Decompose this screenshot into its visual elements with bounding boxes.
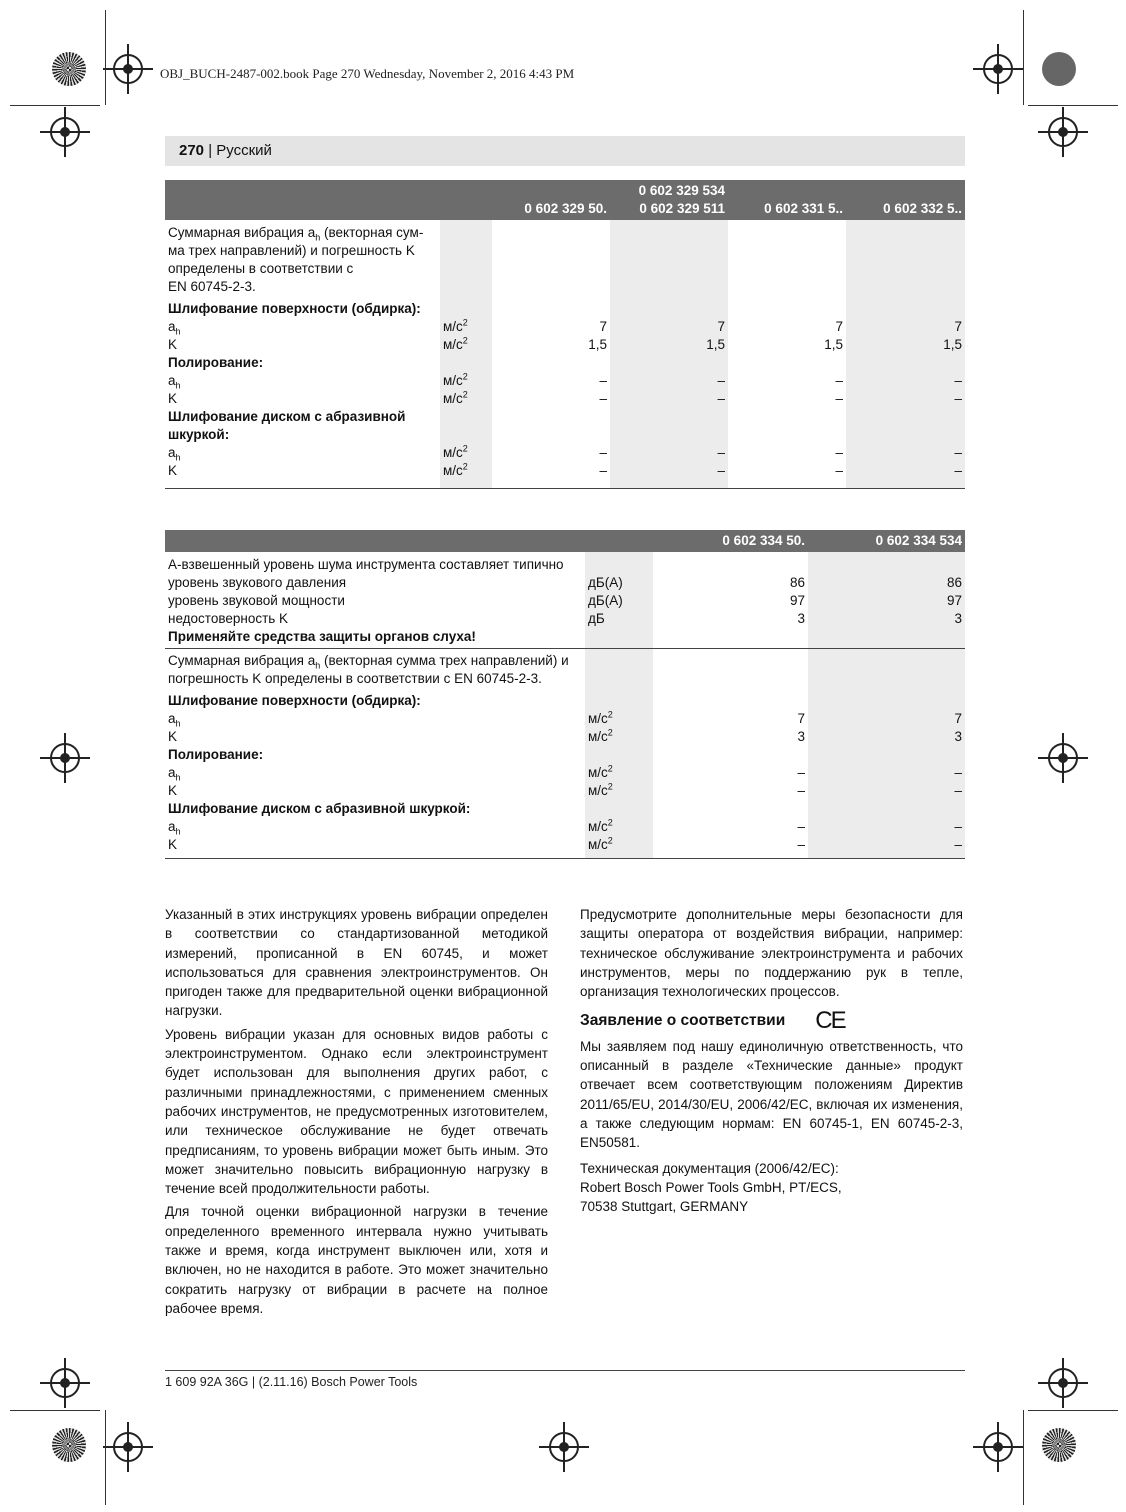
value-cell: 7	[808, 710, 965, 728]
unit-cell: $м/с^2$	[585, 764, 653, 782]
table-row	[165, 818, 965, 836]
value-cell: 3	[797, 729, 805, 744]
section-title: Полирование:	[168, 355, 264, 370]
table-row	[165, 628, 965, 649]
color-bar-icon	[52, 52, 86, 86]
table-row	[165, 318, 965, 336]
row-label: K	[168, 837, 178, 852]
column-header: 0 602 329 50.	[492, 180, 610, 220]
registration-mark-icon	[1048, 117, 1078, 147]
table-row	[165, 300, 965, 318]
row-label: $a_h$	[168, 445, 181, 463]
section-title: Шлифование поверхности (обдирка):	[168, 301, 421, 316]
unit-cell: $м/с^2$	[585, 728, 653, 746]
table-row	[165, 592, 965, 610]
row-label: K	[168, 729, 178, 744]
row-label: $a_h$	[168, 373, 181, 391]
registration-mark-icon	[50, 117, 80, 147]
value-cell: –	[610, 390, 728, 408]
left-text-column	[165, 905, 548, 1322]
value-cell: 3	[808, 728, 965, 746]
page-footer: 1 609 92A 36G | (2.11.16) Bosch Power Tools	[165, 1375, 418, 1389]
table-row	[165, 764, 965, 782]
header-language: Русский	[216, 142, 272, 159]
registration-mark-icon	[1048, 1368, 1078, 1398]
color-bar-icon	[1042, 52, 1076, 86]
registration-mark-icon	[983, 54, 1013, 84]
row-label: K	[168, 783, 178, 798]
table-header-row	[165, 180, 965, 220]
unit-cell: дБ(A)	[585, 592, 653, 610]
row-label: K	[168, 337, 178, 352]
value-cell: –	[835, 463, 843, 478]
value-cell: –	[835, 445, 843, 460]
value-cell: –	[599, 391, 607, 406]
value-cell: –	[797, 783, 805, 798]
value-cell: –	[846, 390, 965, 408]
unit-cell: $м/с^2$	[440, 336, 492, 354]
value-cell: 1,5	[588, 337, 607, 352]
unit-cell: $м/с^2$	[440, 444, 492, 462]
declaration-text: Мы заявляем под нашу единоличную ответственность, что описанный в разделе «Технические данные» продукт отвечает всем соответствующим положениям Директив 2011/65/EU, 2014/30/EU, 2006/42/EC, включая их изменения, а также следующим нормам: EN 60745-1, EN 60745-2-3, EN50581.	[580, 1038, 963, 1151]
value-cell: 1,5	[846, 336, 965, 354]
table-row	[165, 462, 965, 480]
value-cell: –	[797, 765, 805, 780]
value-cell: –	[808, 782, 965, 800]
color-bar-icon	[1042, 1428, 1076, 1462]
table-row	[165, 610, 965, 628]
value-cell: –	[610, 444, 728, 462]
header-separator: |	[208, 142, 213, 159]
unit-cell: дБ(A)	[585, 574, 653, 592]
row-label: $a_h$	[168, 319, 181, 337]
table-header-row	[165, 530, 965, 552]
section-title: Шлифование диском с абразивной шкуркой:	[168, 409, 406, 442]
table-row	[165, 480, 965, 488]
table-row	[165, 574, 965, 592]
registration-mark-icon	[50, 743, 80, 773]
value-cell: 97	[789, 593, 805, 608]
spec-table-2	[165, 530, 965, 859]
row-label: K	[168, 463, 178, 478]
value-cell: 86	[808, 574, 965, 592]
tech-doc: Техническая документация (2006/42/EC): Robert Bosch Power Tools GmbH, PT/ECS, 70538 Stuttgart, GERMANY	[580, 1160, 842, 1215]
value-cell: –	[846, 372, 965, 390]
value-cell: –	[599, 445, 607, 460]
table-row	[165, 444, 965, 462]
value-cell: –	[835, 391, 843, 406]
value-cell: –	[797, 819, 805, 834]
value-cell: –	[808, 836, 965, 854]
registration-mark-icon	[1048, 743, 1078, 773]
column-header: 0 602 334 534	[808, 530, 965, 552]
value-cell: 3	[808, 610, 965, 628]
column-header: 0 602 329 534 0 602 329 511	[610, 180, 728, 220]
unit-cell: дБ	[585, 610, 653, 628]
value-cell: 7	[846, 318, 965, 336]
noise-intro: А-взвешенный уровень шума инструмента составляет типично	[168, 557, 564, 572]
section-heading: Заявление о соответствии CE	[580, 1007, 845, 1035]
value-cell: –	[846, 462, 965, 480]
value-cell: –	[599, 463, 607, 478]
table-row	[165, 782, 965, 800]
unit-cell: $м/с^2$	[585, 818, 653, 836]
unit-cell: $м/с^2$	[440, 390, 492, 408]
registration-mark-icon	[549, 1432, 579, 1462]
color-bar-icon	[52, 1428, 86, 1462]
value-cell: 3	[797, 611, 805, 626]
row-label: K	[168, 391, 178, 406]
paragraph: Уровень вибрации указан для основных видов работы с электроинструментом. Однако если электроинструмент будет использован для выполнения других работ, с различными принадлежностями, с применением сменных рабочих инструментов, не предусмотренных изготовителем, или техническое обслуживание не будет отвечать предписаниям, то уровень вибрации может быть иным. Это может значительно повысить вибрационную нагрузку в течение всей продолжительности работы.	[165, 1026, 548, 1197]
unit-cell: $м/с^2$	[585, 836, 653, 854]
value-cell: 7	[599, 319, 607, 334]
value-cell: –	[610, 372, 728, 390]
row-label: уровень звуковой мощности	[168, 593, 345, 608]
registration-mark-icon	[50, 1368, 80, 1398]
column-header: 0 602 334 50.	[653, 530, 808, 552]
value-cell: –	[808, 764, 965, 782]
value-cell: –	[808, 818, 965, 836]
noise-warning: Применяйте средства защиты органов слуха!	[168, 629, 476, 644]
registration-mark-icon	[113, 1432, 143, 1462]
registration-mark-icon	[113, 54, 143, 84]
right-text-column	[580, 905, 963, 1220]
unit-cell: $м/с^2$	[440, 318, 492, 336]
section-title: Шлифование поверхности (обдирка):	[168, 693, 421, 708]
value-cell: 86	[789, 575, 805, 590]
row-label: недостоверность K	[168, 611, 289, 626]
table-row	[165, 710, 965, 728]
table-row	[165, 728, 965, 746]
table-row	[165, 390, 965, 408]
registration-mark-icon	[983, 1432, 1013, 1462]
row-label: $a_h$	[168, 819, 181, 837]
column-header: 0 602 332 5..	[846, 180, 965, 220]
value-cell: 7	[835, 319, 843, 334]
page-number: 270	[179, 142, 205, 159]
unit-cell: $м/с^2$	[585, 782, 653, 800]
table-row	[165, 800, 965, 818]
table-row	[165, 836, 965, 854]
paragraph: Указанный в этих инструкциях уровень вибрации определен в соответствии со стандартизованной методикой измерений, прописанной в EN 60745, и может использоваться для сравнения электроинструментов. Он пригоден также для предварительной оценки вибрационной нагрузки.	[165, 907, 548, 1019]
spec-table-1	[165, 180, 965, 489]
value-cell: 7	[797, 711, 805, 726]
unit-cell: $м/с^2$	[585, 710, 653, 728]
table-row	[165, 220, 965, 300]
section-title: Полирование:	[168, 747, 264, 762]
section-title: Шлифование диском с абразивной шкуркой:	[168, 801, 471, 816]
running-header	[165, 136, 965, 166]
row-label: уровень звукового давления	[168, 575, 347, 590]
value-cell: –	[797, 837, 805, 852]
table-row	[165, 372, 965, 390]
table-row	[165, 354, 965, 372]
table-row	[165, 408, 965, 444]
print-slug: OBJ_BUCH-2487-002.book Page 270 Wednesday, November 2, 2016 4:43 PM	[160, 66, 575, 81]
table-row	[165, 746, 965, 764]
ce-mark-icon: CE	[815, 1007, 845, 1035]
row-label: $a_h$	[168, 711, 181, 729]
intro-text: Суммарная вибрация $a_h$ (векторная сум- ма трех направлений) и погрешность K определены в соответствии с EN 60745-2-3.	[168, 225, 424, 294]
table-row	[165, 854, 965, 858]
value-cell: –	[610, 462, 728, 480]
table-row	[165, 649, 965, 693]
value-cell: 1,5	[610, 336, 728, 354]
table-row	[165, 552, 965, 574]
value-cell: 1,5	[824, 337, 843, 352]
unit-cell: $м/с^2$	[440, 462, 492, 480]
value-cell: 97	[808, 592, 965, 610]
value-cell: 7	[610, 318, 728, 336]
value-cell: –	[599, 373, 607, 388]
vibration-intro: Суммарная вибрация $a_h$ (векторная сумма трех направлений) и погрешность K определены в соответствии с EN 60745-2-3.	[165, 649, 585, 693]
value-cell: –	[846, 444, 965, 462]
paragraph: Предусмотрите дополнительные меры безопасности для защиты оператора от воздействия вибрации, например: техническое обслуживание электроинструмента и рабочих инструментов, меры по поддержанию рук в тепле, организация технологических процессов.	[580, 907, 963, 1000]
unit-cell: $м/с^2$	[440, 372, 492, 390]
value-cell: –	[835, 373, 843, 388]
table-row	[165, 336, 965, 354]
table-row	[165, 692, 965, 710]
paragraph: Для точной оценки вибрационной нагрузки в течение определенного временного интервала нужно учитывать также и время, когда инструмент выключен или, хотя и включен, но не находится в работе. Это может значительно сократить нагрузку от вибрации в расчете на полное рабочее время.	[165, 1204, 548, 1316]
column-header: 0 602 331 5..	[728, 180, 846, 220]
row-label: $a_h$	[168, 765, 181, 783]
